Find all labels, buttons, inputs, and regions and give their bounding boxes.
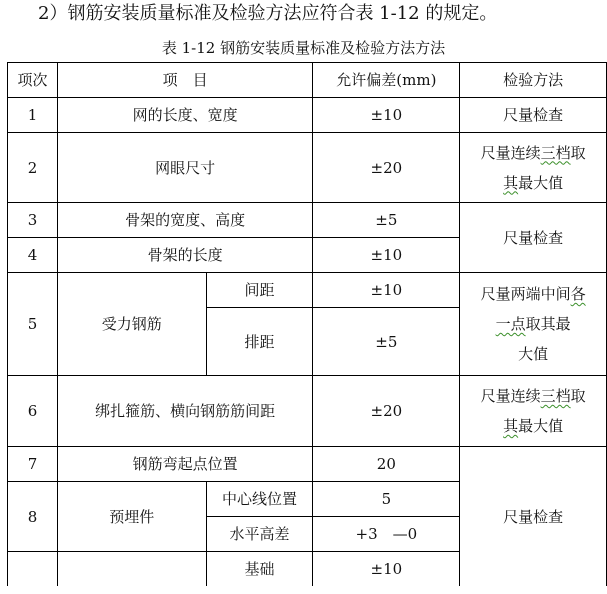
method-text-marked: 其 [503,417,519,435]
header-no: 项次 [8,63,58,98]
row-item: 受力钢筋 [57,273,206,376]
row-tolerance: ±10 [313,273,460,308]
row-tolerance: ±20 [313,133,460,203]
row-no: 5 [8,273,58,376]
row-method [460,273,607,376]
row-tolerance: ±10 [313,98,460,133]
table-caption: 表 1-12 钢筋安装质量标准及检验方法方法 [161,39,446,57]
row-tolerance: ±20 [313,376,460,447]
row-method: 尺量检查 [460,203,607,273]
row-item: 骨架的长度 [57,238,313,273]
row-item: 绑扎箍筋、横向钢筋筋间距 [57,376,313,447]
row-no: 2 [8,133,58,203]
row-item: 网眼尺寸 [57,133,313,203]
row-tolerance: ±5 [313,308,460,376]
row-subitem: 间距 [206,273,313,308]
row-item: 预埋件 [57,482,206,552]
table-row [8,98,607,133]
method-text-marked: 三档 [540,387,571,405]
method-text: 取 [570,387,586,405]
row-subitem: 排距 [206,308,313,376]
method-text-marked: 其 [503,173,519,192]
row-method [460,133,607,203]
row-item: 网的长度、宽度 [57,98,313,133]
row-tolerance: ±5 [313,203,460,238]
table-row [8,447,607,482]
row-no [8,552,58,587]
method-text: 取 [570,143,586,162]
table-row [8,273,607,308]
header-method: 检验方法 [460,63,607,98]
row-no: 8 [8,482,58,552]
method-text: 最大值 [518,417,564,435]
method-text-marked: 各 [570,285,586,303]
row-subitem: 水平高差 [206,517,313,552]
method-text-marked: 一点 [495,315,526,333]
row-method: 尺量检查 [460,447,607,587]
method-text: 取其最 [525,315,571,333]
header-tolerance: 允许偏差(mm) [313,63,460,98]
header-item: 项 目 [57,63,313,98]
row-subitem: 基础 [206,552,313,587]
intro-paragraph: 2）钢筋安装质量标准及检验方法应符合表 1-12 的规定。 [38,3,498,24]
method-text: 大值 [518,345,549,363]
row-no: 3 [8,203,58,238]
row-no: 4 [8,238,58,273]
table-header-row [8,63,607,98]
method-text-marked: 三档 [540,143,571,162]
row-no: 6 [8,376,58,447]
row-tolerance: ±10 [313,552,460,587]
row-item: 骨架的宽度、高度 [57,203,313,238]
row-no: 7 [8,447,58,482]
row-method: 尺量检查 [460,98,607,133]
table-row [8,376,607,447]
row-tolerance: 20 [313,447,460,482]
row-tolerance: ±10 [313,238,460,273]
row-tolerance: +3 —0 [313,517,460,552]
row-item: 钢筋弯起点位置 [57,447,313,482]
method-text: 尺量两端中间 [480,285,571,303]
method-text: 尺量连续 [480,387,541,405]
method-text: 最大值 [518,173,564,192]
table-row [8,133,607,203]
row-no: 1 [8,98,58,133]
table-row [8,203,607,238]
spec-table [7,62,607,586]
row-subitem: 中心线位置 [206,482,313,517]
row-tolerance: 5 [313,482,460,517]
method-text: 尺量连续 [480,143,541,162]
row-method [460,376,607,447]
row-item [57,552,206,587]
